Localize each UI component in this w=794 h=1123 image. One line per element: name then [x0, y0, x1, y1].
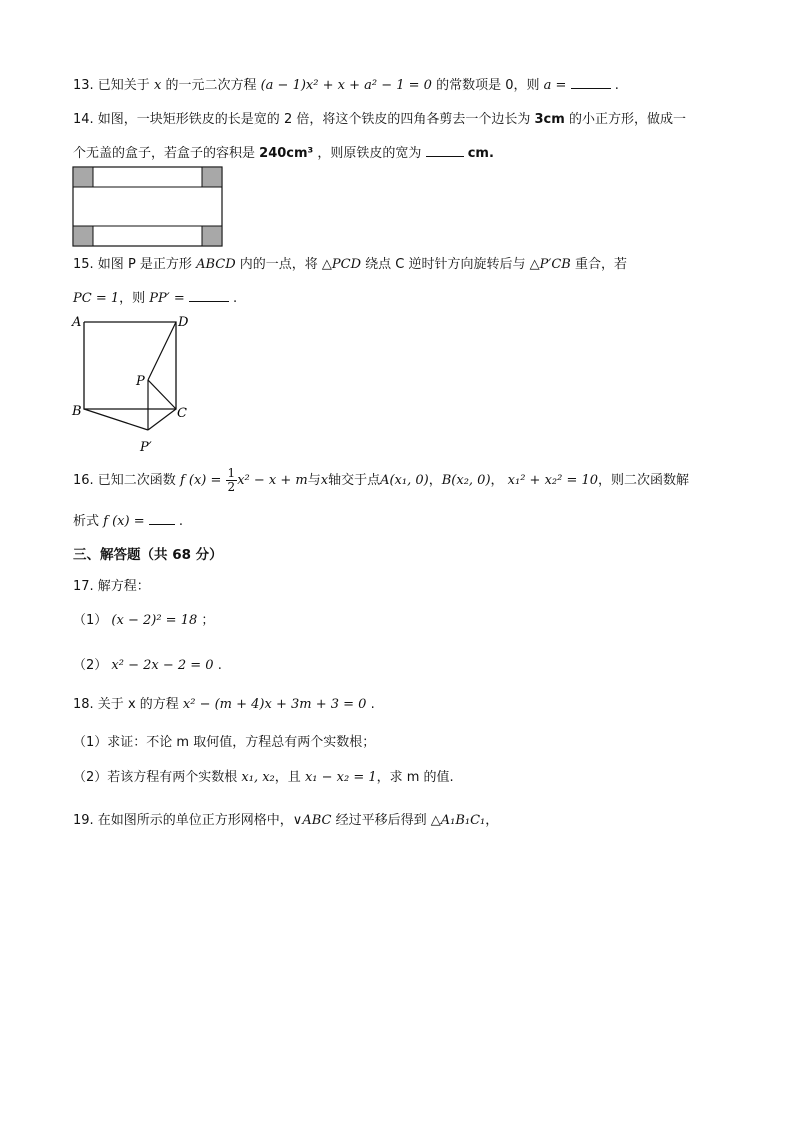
- question-15-line1: [73, 256, 627, 274]
- q16-fraction: [226, 467, 238, 494]
- question-13: [73, 74, 619, 95]
- q13-prefix: 13. 已知关于: [73, 78, 150, 93]
- question-19: [73, 812, 498, 830]
- q16-frac-den: 2: [227, 480, 236, 494]
- q16-frac-num: 1: [227, 466, 236, 480]
- label-P-prime: P′: [140, 440, 152, 455]
- q17-p1-equation: (x − 2)² = 18: [111, 613, 198, 628]
- q18-end: .: [370, 697, 375, 712]
- q19-prefix: 19. 在如图所示的单位正方形网格中，∨: [73, 813, 303, 828]
- q18-part1: （1）求证：不论 m 取何值，方程总有两个实数根；: [73, 735, 376, 750]
- q16-answer-blank[interactable]: [149, 510, 175, 525]
- q13-suffix: 的常数项是 0，则: [436, 78, 540, 93]
- q16-suffix: ，则二次函数解: [598, 473, 690, 488]
- q15-tri1: PCD: [331, 257, 362, 272]
- q15-ask: PP′ =: [149, 291, 185, 306]
- question-16-line2: [73, 510, 183, 531]
- q19-mid: 经过平移后得到 △: [335, 813, 441, 828]
- question-14-line2: [73, 142, 494, 163]
- q15-line1-mid: 内的一点，将 △: [239, 257, 332, 272]
- q18-prefix: 18. 关于 x 的方程: [73, 697, 179, 712]
- q16-rest: x² − x + m: [237, 473, 308, 488]
- q17-part1: [73, 612, 214, 630]
- q17-p2-label: （2）: [73, 658, 108, 673]
- q13-equation: (a − 1)x² + x + a² − 1 = 0: [260, 78, 432, 93]
- q14-answer-blank[interactable]: [426, 142, 464, 157]
- question-15-line2: [73, 287, 237, 308]
- q14-unit: cm.: [467, 146, 494, 161]
- q15-line1: 15. 如图 P 是正方形: [73, 257, 192, 272]
- q16-line2-fx: f (x) =: [103, 514, 145, 529]
- q19-tri2: A₁B₁C₁: [440, 813, 486, 828]
- q15-end: .: [233, 291, 238, 306]
- question-18: [73, 696, 375, 714]
- q14-line1: 14. 如图，一块矩形铁皮的长是宽的 2 倍，将这个铁皮的四角各剪去一个边长为: [73, 112, 531, 127]
- question-14-line1: [73, 111, 686, 129]
- q16-cond: x₁² + x₂² = 10: [507, 473, 599, 488]
- q13-var: x: [153, 78, 162, 93]
- question-16-line1: 16. 已知二次函数 f (x) = $\frac{1}{2}$ x² − x + m与x轴交于点A(x₁, 0)，B(x₂, 0)， x₁² + x₂² = 10，则二次函数解: [73, 466, 690, 494]
- q18-roots: x₁, x₂: [241, 770, 275, 785]
- q16-var: x: [320, 473, 329, 488]
- q17-part2: [73, 657, 222, 675]
- label-C: C: [177, 406, 187, 421]
- q13-answer-var: a =: [543, 78, 567, 93]
- q16-comma: ，: [428, 473, 442, 488]
- q17-p2-end: .: [217, 658, 222, 673]
- q16-line2-end: .: [178, 514, 184, 529]
- q15-cond: PC = 1: [73, 291, 120, 306]
- q18-equation: x² − (m + 4)x + 3m + 3 = 0: [182, 697, 367, 712]
- label-D: D: [178, 315, 189, 330]
- q19-tri: ABC: [302, 813, 332, 828]
- q14-line1-end: 的小正方形，做成一: [568, 112, 686, 127]
- label-P: P: [136, 374, 145, 389]
- q16-fx: f (x) =: [179, 473, 222, 488]
- q15-line1-end: 重合，若: [575, 257, 628, 272]
- q16-prefix: 16. 已知二次函数: [73, 473, 176, 488]
- q18-p2-start: （2）若该方程有两个实数根: [73, 770, 238, 785]
- q14-line2-start: 个无盖的盒子，若盒子的容积是: [73, 146, 256, 161]
- q16-line2: 析式: [73, 514, 100, 529]
- q14-size: 3cm: [534, 112, 565, 127]
- q18-part2: [73, 769, 454, 787]
- q15-tri2: P′CB: [539, 257, 571, 272]
- q18-p2-end: ，求 m 的值.: [376, 770, 454, 785]
- q16-point-b: B(x₂, 0): [441, 473, 491, 488]
- q18-p2-cond: x₁ − x₂ = 1: [304, 770, 377, 785]
- q15-square-figure: [70, 312, 200, 458]
- q15-line2-mid: ，则: [119, 291, 146, 306]
- q15-square: ABCD: [196, 257, 236, 272]
- q16-point-a: A(x₁, 0): [380, 473, 429, 488]
- q14-rectangle-figure: [72, 166, 224, 248]
- label-A: A: [72, 315, 82, 330]
- section-3-title: 三、解答题（共 68 分）: [73, 547, 223, 563]
- q14-volume: 240cm³: [259, 146, 314, 161]
- q15-line1-mid2: 绕点 C 逆时针方向旋转后与 △: [365, 257, 540, 272]
- label-B: B: [72, 404, 82, 419]
- q18-p2-mid: ，且: [274, 770, 301, 785]
- q17-title: 17. 解方程：: [73, 579, 150, 594]
- q13-answer-blank[interactable]: [571, 74, 611, 89]
- q17-p2-equation: x² − 2x − 2 = 0: [111, 658, 214, 673]
- q17-p1-label: （1）: [73, 613, 108, 628]
- q17-p1-end: ；: [201, 613, 215, 628]
- q15-answer-blank[interactable]: [189, 287, 229, 302]
- q16-mid: 与: [307, 473, 321, 488]
- q19-end: ，: [485, 813, 499, 828]
- q13-end: .: [614, 78, 619, 93]
- q16-mid2: 轴交于点: [328, 473, 381, 488]
- q13-mid: 的一元二次方程: [165, 78, 257, 93]
- q14-line2-mid: ，则原铁皮的宽为: [317, 146, 422, 161]
